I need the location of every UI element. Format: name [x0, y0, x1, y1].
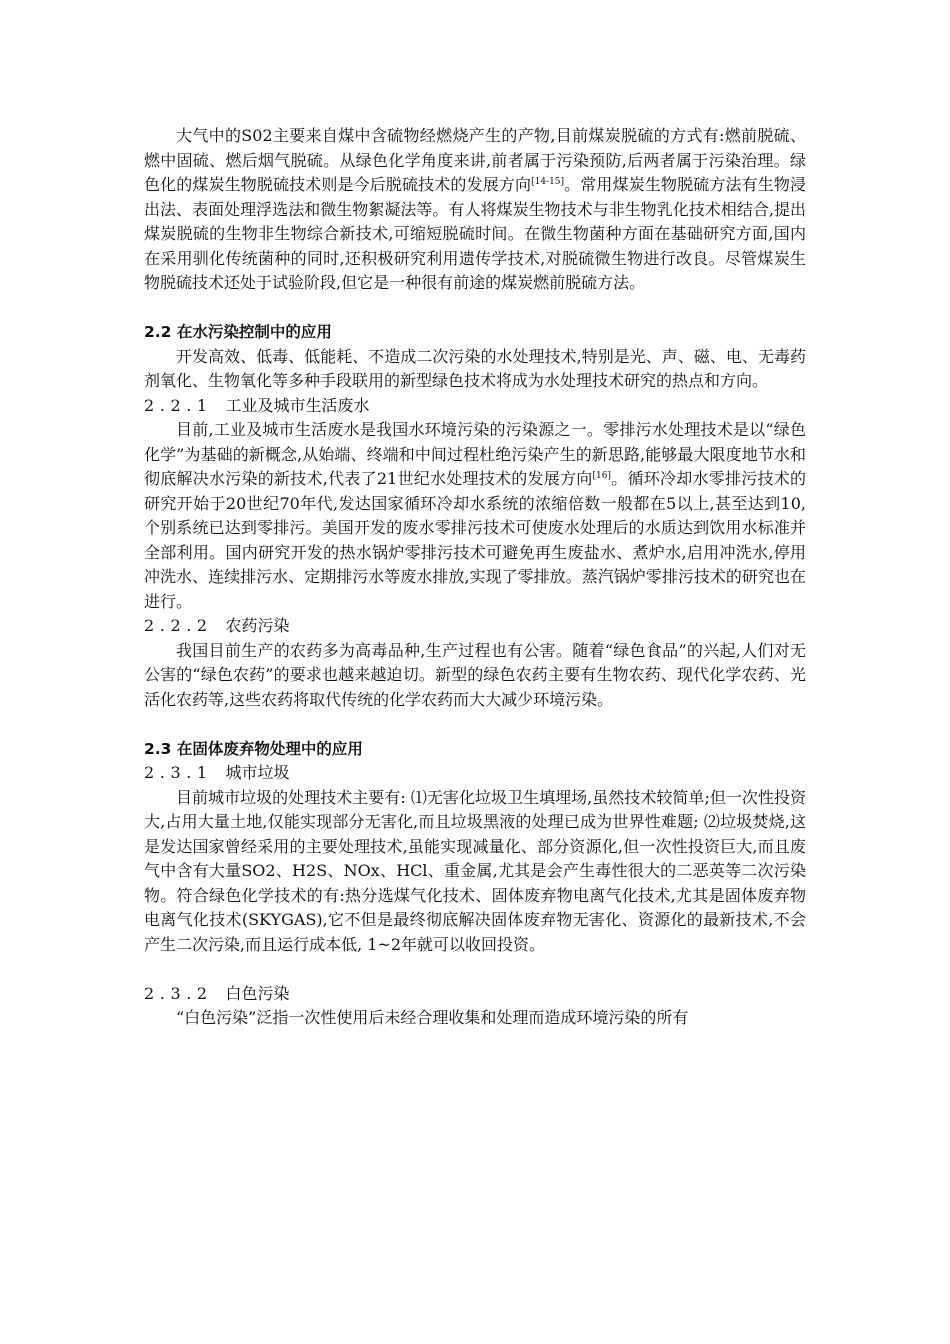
- section-number: 2.2.1: [144, 395, 213, 415]
- section-title: 城市垃圾: [225, 763, 290, 782]
- section-title: 农药污染: [225, 616, 290, 635]
- spacer: [144, 712, 806, 737]
- paragraph-pesticides: 我国目前生产的农药多为高毒品种,生产过程也有公害。随着“绿色食品”的兴起,人们对无公害的“绿色农药”的要求也越来越迫切。新型的绿色农药主要有生物农药、现代化学农药、光活化农药等,这些农药将取代传统的化学农药而大大减少环境污染。: [144, 640, 806, 709]
- paragraph-text: 。循环冷却水零排污技术的研究开始于20世纪70年代,发达国家循环冷却水系统的浓缩倍数一般都在5以上,甚至达到10,个别系统已达到零排污。美国开发的废水零排污技术可使废水处理后的水质达到饮用水标准并全部利用。国内研究开发的热水锅炉零排污技术可避免再生废盐水、煮炉水,启用冲洗水,停用冲洗水、连续排污水、定期排污水等废水排放,实现了零排放。蒸汽锅炉零排污技术的研究也在进行。: [144, 469, 806, 611]
- section-title: 工业及城市生活废水: [225, 395, 370, 415]
- section-number: 2.3.1: [144, 763, 213, 782]
- paragraph-text: 。常用煤炭生物脱硫方法有生物浸出法、表面处理浮选法和微生物絮凝法等。有人将煤炭生物技术与非生物乳化技术相结合,提出煤炭脱硫的生物非生物综合新技术,可缩短脱硫时间。在微生物菌种方面在基础研究方面,国内在采用驯化传统菌种的同时,还积极研究利用遗传学技术,对脱硫微生物进行改良。尽管煤炭生物脱硫技术还处于试验阶段,但它是一种很有前途的煤炭燃前脱硫方法。: [144, 175, 806, 292]
- paragraph-wastewater: [144, 418, 806, 614]
- paragraph-water-treatment: 开发高效、低毒、低能耗、不造成二次污染的水处理技术,特别是光、声、磁、电、无毒药剂氧化、生物氧化等多种手段联用的新型绿色技术将成为水处理技术研究的热点和方向。: [144, 346, 806, 390]
- paragraph-text: 目前,工业及城市生活废水是我国水环境污染的污染源之一。零排污水处理技术是以“绿色化学”为基础的新概念,从始端、终端和中间过程杜绝污染产生的新思路,能够最大限度地节水和彻底解决水污染的新技术,代表了21世纪水处理技术的发展方向: [144, 420, 806, 488]
- spacer: [144, 296, 806, 321]
- subsection-heading-2-2-2: [144, 614, 806, 639]
- subsection-heading-2-3-1: [144, 761, 806, 786]
- paragraph-white-pollution: “白色污染”泛指一次性使用后未经合理收集和处理而造成环境污染的所有: [176, 1008, 689, 1027]
- paragraph-text: 大气中的S02主要来自煤中含硫物经燃烧产生的产物,目前煤炭脱硫的方式有:燃前脱硫、燃中固硫、燃后烟气脱硫。从绿色化学角度来讲,前者属于污染预防,后两者属于污染治理。绿色化的煤炭生物脱硫技术则是今后脱硫技术的发展方向: [144, 126, 806, 194]
- subsection-heading-2-2-1: [144, 394, 806, 419]
- spacer: [144, 957, 806, 982]
- section-heading-2-2: 2.2 在水污染控制中的应用: [144, 323, 332, 341]
- document-page: [144, 124, 806, 1031]
- subsection-heading-2-3-2: [144, 982, 806, 1007]
- section-title: 白色污染: [225, 983, 290, 1003]
- citation: [16]: [592, 471, 611, 481]
- paragraph-urban-garbage: 目前城市垃圾的处理技术主要有: ⑴无害化垃圾卫生填埋场,虽然技术较简单;但一次性投资大,占用大量土地,仅能实现部分无害化,而且垃圾黑液的处理已成为世界性难题; ⑵垃圾焚烧,这是发达国家曾经采用的主要处理技术,虽能实现减量化、部分资源化,但一次性投资巨大,而且废气中含有大量SO2、H2S、NOx、HCl、重金属,尤其是会产生毒性很大的二恶英等二次污染物。符合绿色化学技术的有:热分选煤气化技术、固体废弃物电离气化技术,尤其是固体废弃物电离气化技术(SKYGAS),它不但是最终彻底解决固体废弃物无害化、资源化的最新技术,不会产生二次污染,而且运行成本低, 1~2年就可以收回投资。: [144, 787, 806, 954]
- section-number: 2.3.2: [144, 983, 213, 1003]
- section-number: 2.2.2: [144, 616, 213, 635]
- section-heading-2-3: 2.3 在固体废弃物处理中的应用: [144, 739, 363, 758]
- citation: [14-15]: [531, 177, 565, 187]
- paragraph-coal-desulfurization: [144, 124, 806, 296]
